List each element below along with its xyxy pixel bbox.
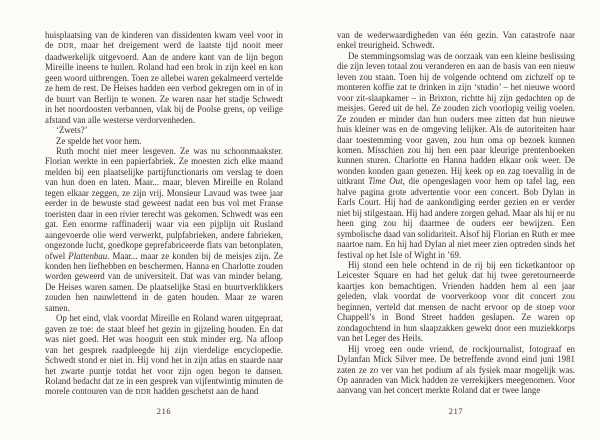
text-segment: . Maar... maar ze konden bij de meisjes zijn. Ze konden hen liefhebben en beschermen. Hanna en Charlotte zouden worden geweerd van de universiteit. Dat was van minder belang. De Heises waren samen. De plaatselijke Stasi en buurtverklikkers zouden hen nauwlettend in de gaten houden. Maar ze waren samen.	[45, 250, 283, 313]
paragraph	[337, 344, 575, 396]
text-segment: , maar het dreigement werd de laatste tijd nooit meer daadwerkelijk uitgevoerd. Aan de andere kant van de lijn begon Mireille ineens te huilen. Roland had een brok in zijn keel en kon geen woord uitbrengen. Toen ze allebei waren gekalmeerd vertelde ze hem de rest. De Heises hadden een verbod gekregen om in of in de buurt van Berlijn te wonen. Ze waren naar het stadje Schwedt in het noordoosten verbannen, vlak bij de Poolse grens, op veilige afstand van alle westerse verdorvenheden.	[45, 40, 283, 125]
text-segment: Op het eind, vlak voordat Mireille en Roland waren uitgepraat, gaven ze toe: de staat bleef het gezin in gijzeling houden. En dat was niet goed. Het was hooguit een stuk minder erg. Na afloop van het gesprek raadpleegde hij zijn vierdelige encyclopedie. Schwedt stond er niet in. Hij vond het in zijn atlas en staarde naar het zwarte puntje totdat het voor zijn ogen begon te dansen. Roland bedacht dat ze in een gesprek van vijfentwintig minuten de morele contouren van de	[45, 313, 283, 397]
paragraph	[45, 136, 283, 146]
text-segment: Time Out	[368, 176, 403, 187]
page-text	[337, 30, 575, 396]
text-segment: ‘Zwets?’	[56, 125, 88, 136]
text-segment: , die opengeslagen voor hem op tafel lag, een halve pagina grote advertentie voor een concert. Bob Dylan in Earls Court. Hij had de aankondiging eerder gezien en er verder niet bij stilgestaan. Hij had andere zorgen gehad. Maar als hij er nu heen ging zou hij daarmee de ouders eer bewijzen. Een symbolische daad van solidariteit. Alsof hij Florian en Ruth er mee naartoe nam. En hij had Dylan al niet meer zien optreden sinds het festival op het Isle of Wight in ’69.	[337, 176, 575, 260]
paragraph	[337, 260, 575, 344]
text-segment: DDR	[135, 388, 152, 397]
page-text	[45, 30, 283, 398]
text-segment: Ruth mocht niet meer lesgeven. Ze was nu schoonmaakster. Florian werkte in een papierfabriek. Ze moesten zich elke maand melden bij een plaatselijke partijfunctionaris om verslag te doen van hun doen en laten. Maar... maar, bleven Mireille en Roland tegen elkaar zeggen, ze zijn vrij. Monsieur Lavaud was twee jaar eerder in de bewuste stad geweest nadat een bus vol met Franse toeristen daar in een rivier terecht was gekomen. Schwedt was een gat. Een enorme raffinaderij waar via een pijplijn uit Rusland aangevoerde olie werd verwerkt, pulpfabrieken, andere fabrieken, ongezonde lucht, goedkope geprefabriceerde flats van betonplaten, ofwel	[45, 145, 283, 261]
paragraph	[45, 125, 283, 135]
page-right	[337, 30, 575, 416]
paragraph	[45, 146, 283, 313]
text-segment: DDR	[58, 42, 75, 51]
text-segment: Plattenbau	[68, 250, 108, 261]
text-segment: hadden geschetst aan de hand	[151, 386, 259, 397]
text-segment: Hij vroeg een oude vriend, de rockjournalist, fotograaf en Dylanfan Mick Silver mee. De betreffende avond eind juni 1981 zaten ze zo ver van het podium af als fysiek maar mogelijk was. Op aanraden van Mick hadden ze verrekijkers meegenomen. Voor aanvang van het concert merkte Roland dat er twee lange	[337, 343, 575, 396]
paragraph	[45, 313, 283, 398]
text-segment: Ze spelde het voor hem.	[56, 135, 142, 146]
text-segment: De stemmingsomslag was de oorzaak van een kleine beslissing die zijn leven totaal zou veranderen en aan de basis van een nieuw leven zou staan. Toen hij de volgende ochtend om zichzelf op te monteren koffie zat te drinken in zijn ‘studio’ – het nieuwe woord voor zit-slaapkamer – in Brixton, richtte hij zijn gedachten op de meisjes. Gered uit de hel. Ze zouden zich voorlopig veilig voelen. Ze zouden er minder dan hun ouders mee zitten dat hun nieuwe huis kleiner was en de omgeving lelijker. Als de autoriteiten haar daar toestemming voor gaven, zou hun oma op bezoek kunnen komen. Misschien zou hij hen een paar kleurige prentenboeken kunnen sturen. Charlotte en Hanna hadden elkaar ook weer. De wonden konden gaan genezen. Hij keek op en zag toevallig in de uitkrant	[337, 50, 575, 187]
text-segment: van de wederwaardigheden van één gezin. Van catastrofe naar enkel treurigheid. Schwedt.	[337, 30, 575, 51]
page-number: 217	[448, 407, 464, 416]
page-number: 216	[156, 407, 172, 416]
paragraph	[337, 30, 575, 51]
paragraph	[337, 51, 575, 260]
text-segment: Hij stond een hele ochtend in de rij bij een ticketkantoor op Leicester Square en had het geluk dat hij twee geretourneerde kaartjes kon bemachtigen. Vrienden hadden hem al een jaar geleden, vlak voordat de voorverkoop voor dit concert zou beginnen, verteld dat mensen de nacht ervoor op de stoep voor Chappell’s in Bond Street hadden geslapen. Ze waren op zondagochtend in hun slaapzakken gewekt door een muziekkorps van het Leger des Heils.	[337, 259, 575, 344]
paragraph	[45, 30, 283, 125]
text-segment: huisplaatsing van de kinderen van dissidenten kwam veel voor in de	[45, 30, 283, 51]
page-left	[45, 30, 283, 416]
